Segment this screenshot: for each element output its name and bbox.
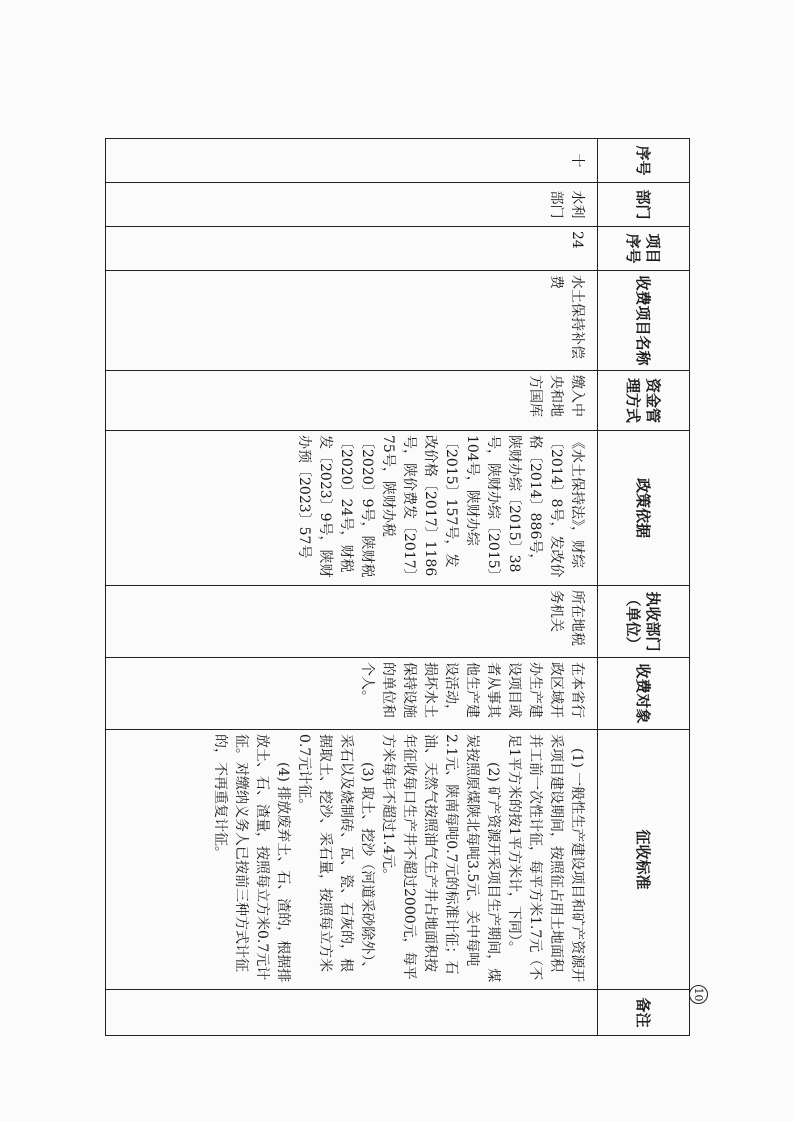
standard-item-2: (2) 矿产资源开采项目生产期间，煤炭按照原煤陕北每吨3.5元、关中每吨2.1元、陕南每吨0.7元的标准计征；石油、天然气按照油气生产井占地面积按年征收每口生产井不超过2000元，每平方米每年不超过1.4元。 xyxy=(380,734,501,983)
cell-dept: 水利部门 xyxy=(106,183,598,227)
header-fund-mgmt: 资金管理方式 xyxy=(598,371,690,431)
header-policy: 政策依据 xyxy=(598,431,690,586)
header-dept: 部门 xyxy=(598,183,690,227)
header-seq: 序号 xyxy=(598,139,690,183)
cell-item-no: 24 xyxy=(106,227,598,271)
header-fee-name: 收费项目名称 xyxy=(598,271,690,371)
table-row xyxy=(106,139,598,1036)
standard-item-4: (4) 排放废弃土、石、渣的，根据排放土、石、渣量，按照每立方米0.7元计征。对缴纳义务人已按前三种方式计征的，不再重复计征。 xyxy=(212,734,291,983)
header-target: 收费对象 xyxy=(598,658,690,730)
cell-target: 在本省行政区域开办生产建设项目或者从事其他生产建设活动，损坏水土保持设施的单位和个人。 xyxy=(106,658,598,730)
standard-item-3: (3) 取土、挖沙（河道采砂除外）、采石以及烧制砖、瓦、瓷、石灰的，根据取土、挖沙、采石量，按照每立方米0.7元计征。 xyxy=(296,734,375,976)
standard-item-1: (1) 一般性生产建设项目和矿产资源开采项目建设期间，按照征占用土地面积并工前一次性计征，每平方米1.7元（不足1平方米的按1平方米计，下同）。 xyxy=(506,734,585,983)
cell-agency: 所在地税务机关 xyxy=(106,586,598,658)
cell-policy: 《水土保持法》，财综〔2014〕8号，发改价格〔2014〕886号，陕财办综〔2015〕38号，陕财办综〔2015〕104号，陕财办综〔2015〕157号，发改价格〔2017〕1186号，陕价费发〔2017〕75号，陕财办税〔2020〕9号，陕财税〔2020〕24号，财税发〔2023〕9号，陕财办预〔2023〕57号 xyxy=(106,431,598,586)
cell-fund-mgmt: 缴入中央和地方国库 xyxy=(106,371,598,431)
page-number: 10 xyxy=(689,985,708,1004)
cell-remark xyxy=(106,990,598,1036)
header-item-no: 项目序号 xyxy=(598,227,690,271)
table-header-row xyxy=(598,139,690,1036)
cell-fee-name: 水土保持补偿费 xyxy=(106,271,598,371)
header-remark: 备注 xyxy=(598,990,690,1036)
cell-seq: 十 xyxy=(106,139,598,183)
header-standard: 征收标准 xyxy=(598,730,690,990)
header-agency: 执收部门（单位） xyxy=(598,586,690,658)
fee-table xyxy=(105,138,690,1036)
cell-standard xyxy=(106,730,598,990)
